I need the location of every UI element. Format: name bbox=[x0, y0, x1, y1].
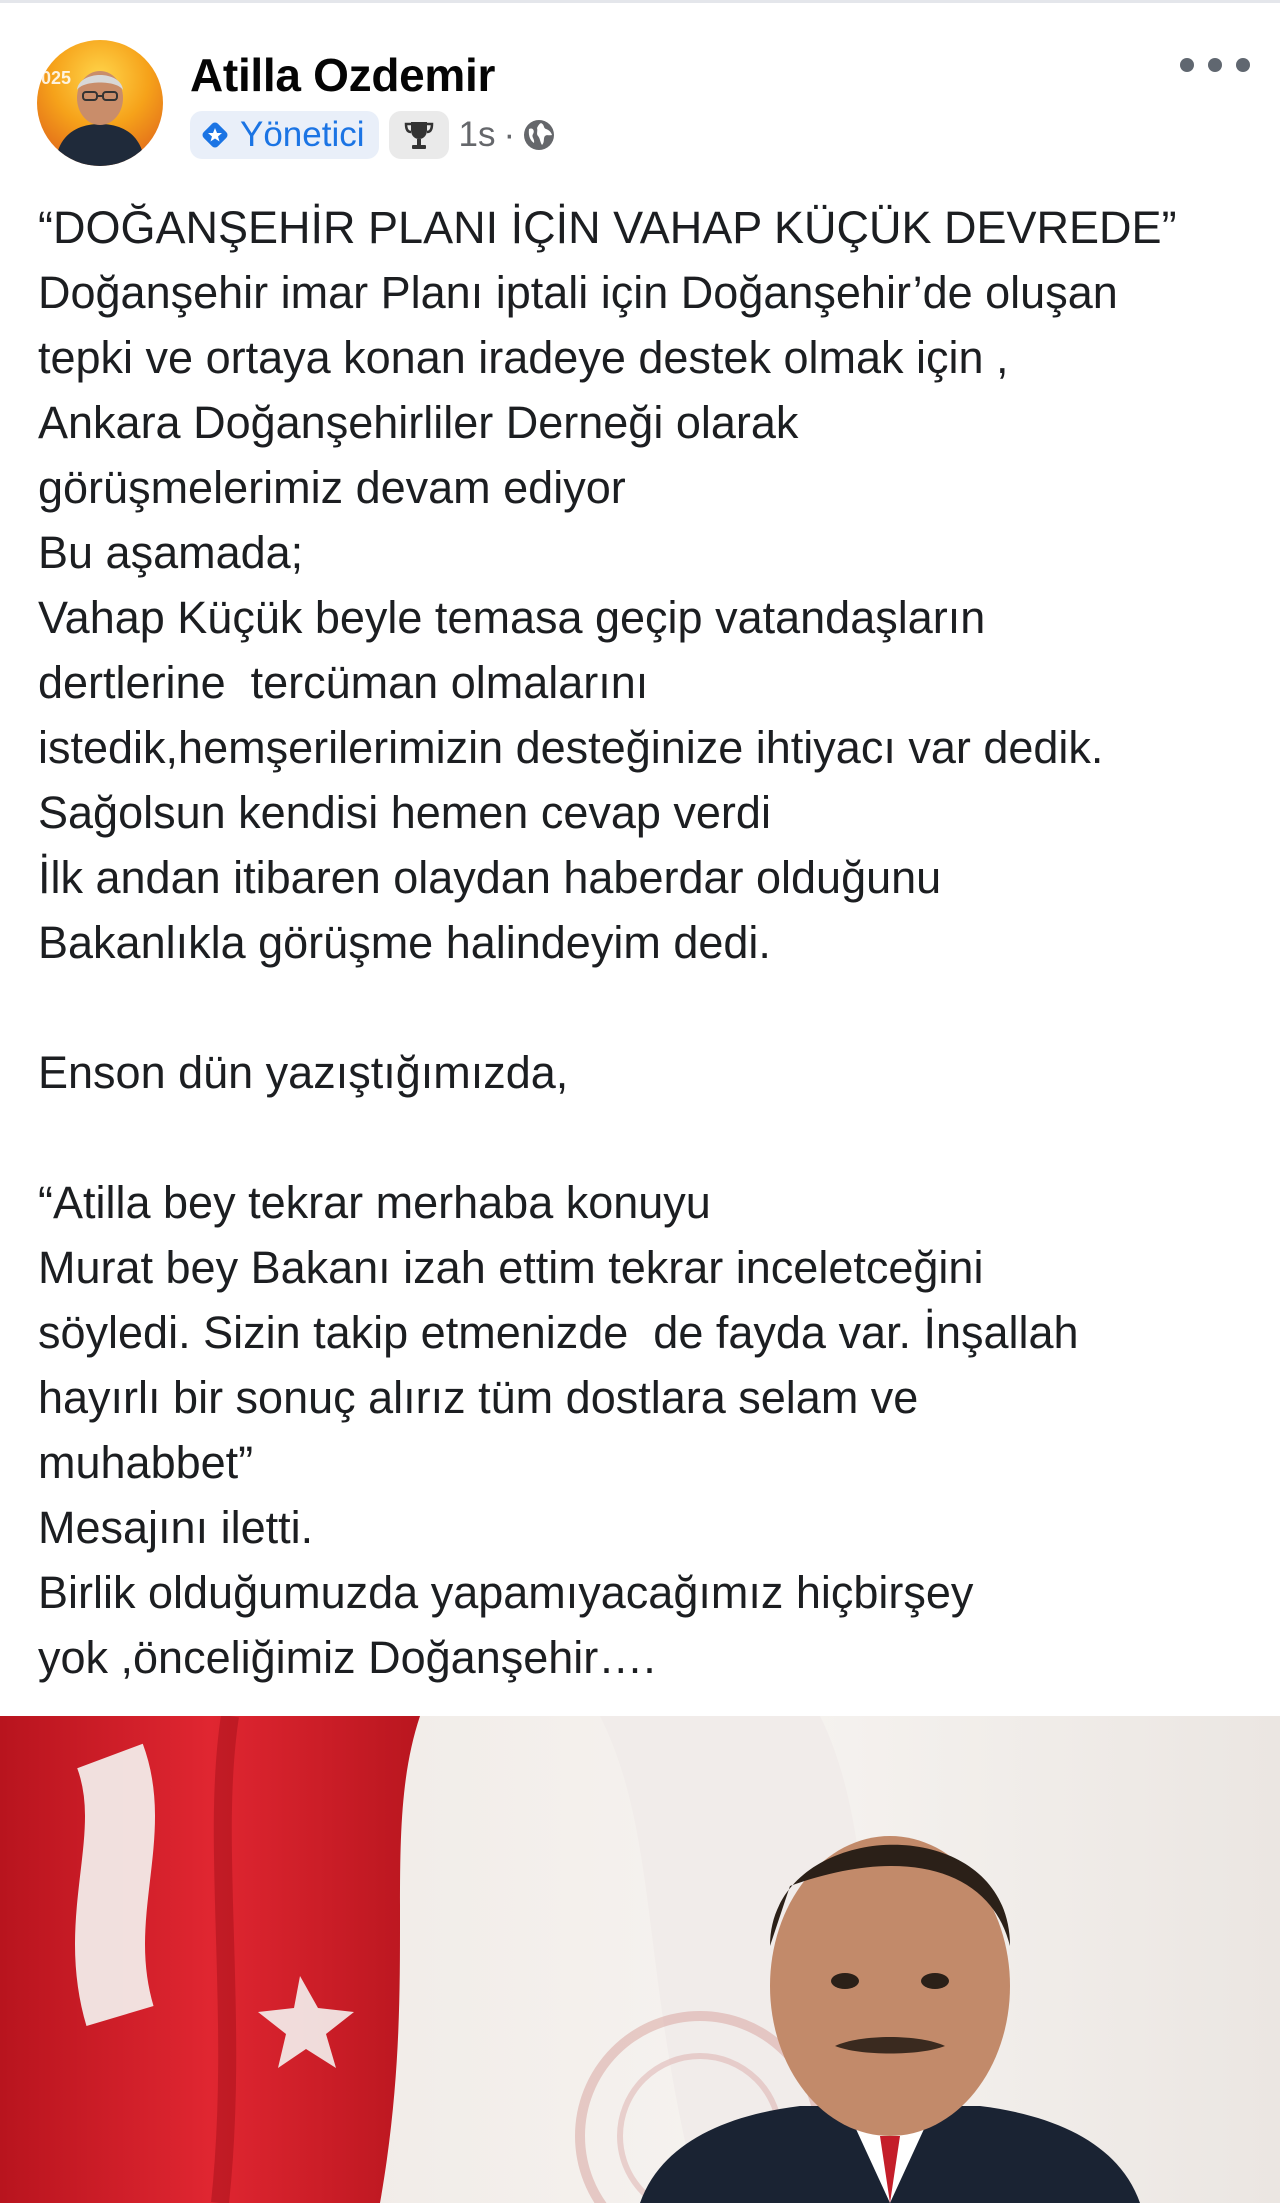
post-blank-line bbox=[38, 975, 1253, 1040]
post-text-line: Murat bey Bakanı izah ettim tekrar inceletceğini bbox=[38, 1242, 984, 1293]
post-text-line: “Atilla bey tekrar merhaba konuyu bbox=[38, 1177, 711, 1228]
post-text-line: görüşmelerimiz devam ediyor bbox=[38, 462, 626, 513]
post-photo-image bbox=[0, 1716, 1280, 2203]
role-badge[interactable] bbox=[190, 111, 379, 159]
post-text-line: Bu aşamada; bbox=[38, 527, 304, 578]
post-text-line: Mesajını iletti. bbox=[38, 1502, 314, 1553]
post-text-line: muhabbet” bbox=[38, 1437, 254, 1488]
more-options-icon-dot bbox=[1208, 58, 1222, 72]
post-text-line: Ankara Doğanşehirliler Derneği olarak bbox=[38, 397, 799, 448]
post-text-line: Enson dün yazıştığımızda, bbox=[38, 1047, 569, 1098]
trophy-badge[interactable] bbox=[389, 111, 449, 159]
post-text-line: İlk andan itibaren olaydan haberdar olduğunu bbox=[38, 852, 942, 903]
post-text-line: tepki ve ortaya konan iradeye destek olmak için , bbox=[38, 332, 1009, 383]
post-time[interactable]: 1s bbox=[458, 115, 496, 154]
post-text-line: dertlerine tercüman olmalarını bbox=[38, 657, 649, 708]
avatar-photo bbox=[37, 40, 163, 166]
post-text-line: yok ,önceliğimiz Doğanşehir…. bbox=[38, 1632, 656, 1683]
post-meta bbox=[190, 110, 557, 160]
post-text-line: hayırlı bir sonuç alırız tüm dostlara selam ve bbox=[38, 1372, 919, 1423]
post-text-line: Birlik olduğumuzda yapamıyacağımız hiçbirşey bbox=[38, 1567, 974, 1618]
more-options-icon-dot bbox=[1180, 58, 1194, 72]
globe-icon[interactable] bbox=[521, 117, 557, 153]
top-divider bbox=[0, 0, 1280, 3]
author-name[interactable]: Atilla Ozdemir bbox=[190, 49, 496, 101]
post-text-line: istedik,hemşerilerimizin desteğinize ihtiyacı var dedik. bbox=[38, 722, 1104, 773]
post-blank-line bbox=[38, 1105, 1253, 1170]
meta-separator: · bbox=[503, 115, 516, 154]
post-text bbox=[38, 195, 1253, 1690]
svg-text:025: 025 bbox=[41, 68, 72, 88]
post-text-line: Doğanşehir imar Planı iptali için Doğanşehir’de oluşan bbox=[38, 267, 1118, 318]
post-text-line: “DOĞANŞEHİR PLANI İÇİN VAHAP KÜÇÜK DEVREDE” bbox=[38, 202, 1177, 253]
post-text-line: Sağolsun kendisi hemen cevap verdi bbox=[38, 787, 771, 838]
post-text-line: söyledi. Sizin takip etmenizde de fayda var. İnşallah bbox=[38, 1307, 1079, 1358]
admin-diamond-icon bbox=[200, 120, 230, 150]
post-photo[interactable] bbox=[0, 1716, 1280, 2203]
post-text-line: Vahap Küçük beyle temasa geçip vatandaşların bbox=[38, 592, 986, 643]
role-badge-label: Yönetici bbox=[240, 115, 365, 154]
more-options-button[interactable] bbox=[1180, 52, 1250, 78]
avatar[interactable] bbox=[37, 40, 163, 166]
post-text-line: Bakanlıkla görüşme halindeyim dedi. bbox=[38, 917, 771, 968]
more-options-icon-dot bbox=[1236, 58, 1250, 72]
trophy-icon bbox=[402, 118, 436, 152]
